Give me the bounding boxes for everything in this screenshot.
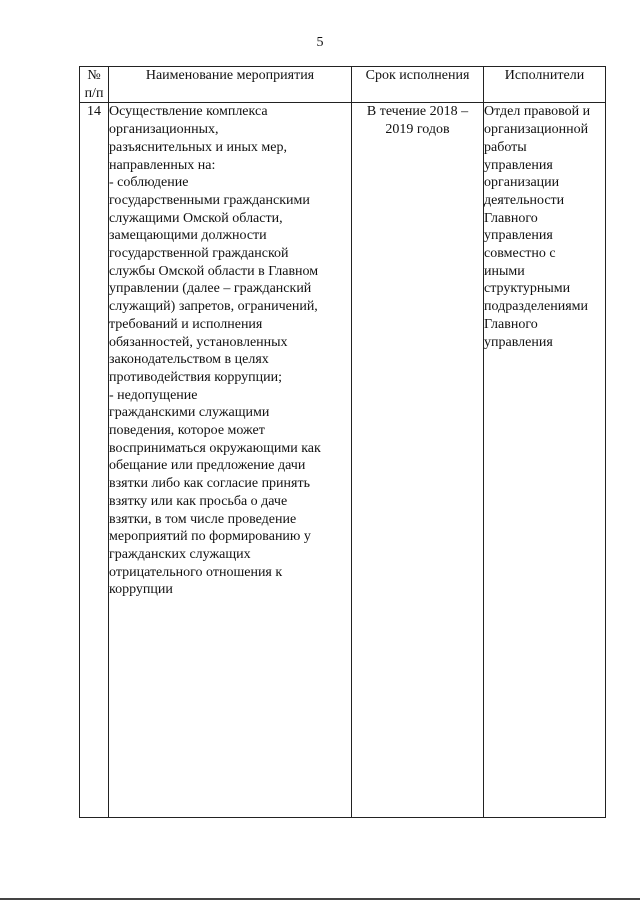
executors-text-line: управления — [484, 334, 553, 350]
measure-text-line: обещание или предложение дачи — [109, 458, 306, 474]
measure-text-line: направленных на: — [109, 157, 216, 173]
executors-text-line: Главного — [484, 210, 538, 226]
row-number: 14 — [80, 103, 109, 818]
measure-name-cell — [109, 103, 352, 818]
header-executors: Исполнители — [484, 67, 606, 103]
executors-text-line: управления — [484, 228, 553, 244]
measure-text-line: служащий) запретов, ограничений, — [109, 299, 318, 315]
measure-text-line: государственной гражданской — [109, 246, 289, 262]
executors-text-line: структурными — [484, 281, 571, 297]
header-deadline: Срок исполнения — [352, 67, 484, 103]
measure-text-line: взятки, в том числе проведение — [109, 511, 297, 527]
page-bottom-edge — [0, 898, 640, 900]
executors-cell — [484, 103, 606, 818]
executors-text-line: организации — [484, 175, 560, 191]
measure-text-line: организационных, — [109, 122, 219, 138]
measure-text-line: взятки либо как согласие принять — [109, 476, 310, 492]
measures-table — [79, 66, 606, 818]
measure-text-line: взятку или как просьба о даче — [109, 493, 288, 509]
executors-text-line: подразделениями — [484, 299, 589, 315]
measure-text-line: мероприятий по формированию у — [109, 529, 311, 545]
executors-text-line: Главного — [484, 316, 538, 332]
executors-text-line: Отдел правовой и — [484, 104, 591, 120]
executors-text-line: деятельности — [484, 192, 565, 208]
header-number — [80, 67, 109, 103]
executors-text-line: управления — [484, 157, 553, 173]
measure-text-line: - недопущение — [109, 387, 198, 403]
measure-text-line: - соблюдение — [109, 175, 189, 191]
measure-text-line: службы Омской области в Главном — [109, 263, 319, 279]
executors-text-line: совместно с — [484, 246, 556, 262]
page-number: 5 — [316, 35, 324, 50]
executors-text-line: организационной — [484, 122, 589, 138]
measure-text-line: восприниматься окружающими как — [109, 440, 321, 456]
executors-text-line: работы — [484, 139, 527, 155]
measure-text-line: требований и исполнения — [109, 316, 263, 332]
header-number-line: п/п — [84, 85, 104, 101]
measure-text-line: государственными гражданскими — [109, 192, 310, 208]
measure-text-line: противодействия коррупции; — [109, 369, 282, 385]
header-number-line: № — [87, 68, 101, 83]
deadline-cell — [352, 103, 484, 818]
measure-text-line: замещающими должности — [109, 228, 267, 244]
measure-text-line: Осуществление комплекса — [109, 104, 268, 120]
measure-text-line: разъяснительных и иных мер, — [109, 139, 287, 155]
measure-text-line: управлении (далее – гражданский — [109, 281, 312, 297]
measure-text-line: гражданскими служащими — [109, 405, 270, 421]
executors-text-line: иными — [484, 263, 525, 279]
measure-text-line: обязанностей, установленных — [109, 334, 288, 350]
measure-text-line: законодательством в целях — [109, 352, 269, 368]
measure-text-line: отрицательного отношения к — [109, 564, 283, 580]
deadline-text-line: 2019 годов — [385, 122, 450, 138]
measure-text-line: служащими Омской области, — [109, 210, 283, 226]
deadline-text-line: В течение 2018 – — [366, 104, 469, 120]
table-row — [80, 103, 606, 818]
measure-text-line: гражданских служащих — [109, 546, 251, 562]
measure-text-line: коррупции — [109, 582, 173, 598]
measure-text-line: поведения, которое может — [109, 423, 265, 439]
table-header-row — [80, 67, 606, 103]
header-measure-name: Наименование мероприятия — [109, 67, 352, 103]
